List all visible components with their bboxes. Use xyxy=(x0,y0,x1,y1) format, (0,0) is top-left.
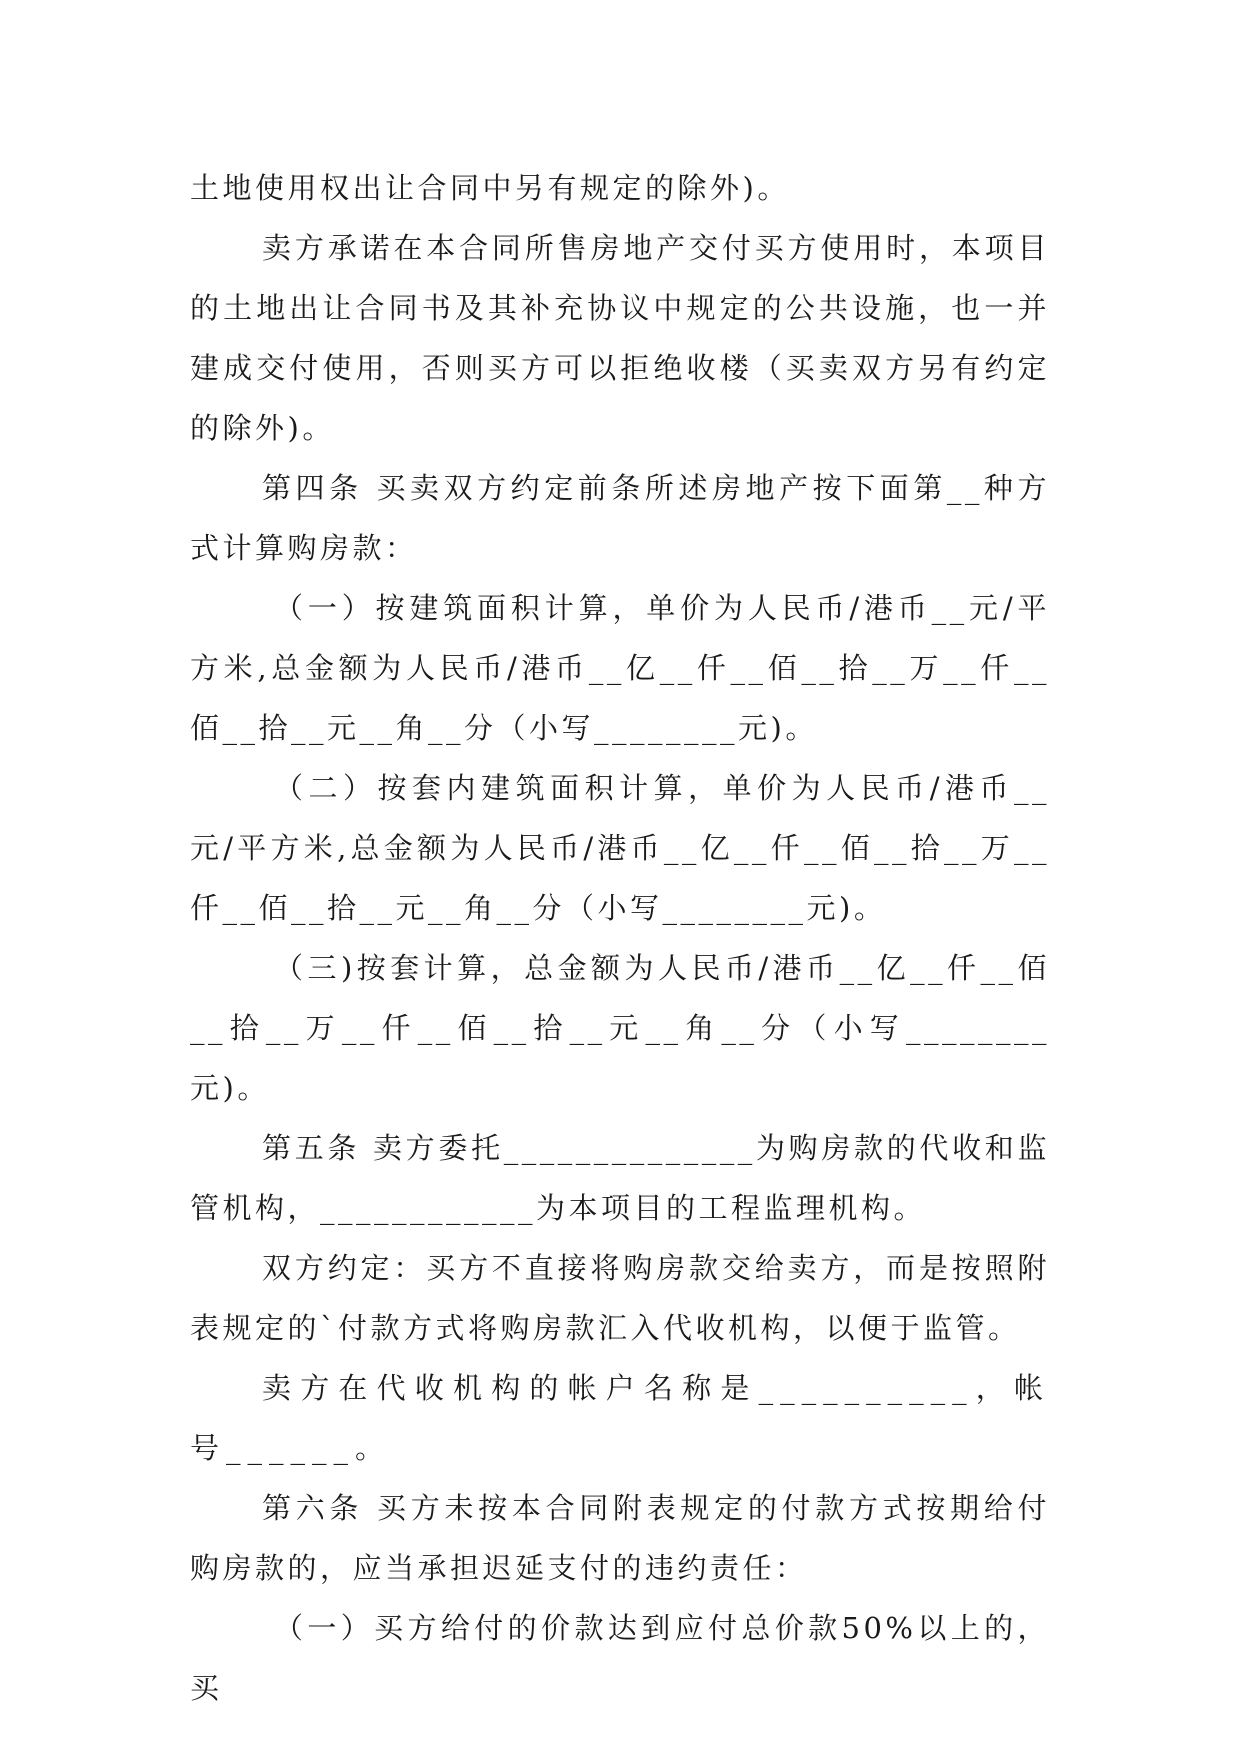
paragraph-article-6-item-1: （一）买方给付的价款达到应付总价款50%以上的，买 xyxy=(190,1611,1050,1705)
paragraph-continuation: 土地使用权出让合同中另有规定的除外)。 xyxy=(190,171,790,205)
paragraph-seller-commitment: 卖方承诺在本合同所售房地产交付买方使用时，本项目的土地出让合同书及其补充协议中规定的公共设施，也一并建成交付使用，否则买方可以拒绝收楼（买卖双方另有约定的除外)。 xyxy=(190,231,1050,445)
document-body xyxy=(190,158,1050,1718)
paragraph-account-info: 卖方在代收机构的帐户名称是__________，帐号______。 xyxy=(190,1371,1050,1465)
paragraph-article-6: 第六条 买方未按本合同附表规定的付款方式按期给付购房款的，应当承担迟延支付的违约责任： xyxy=(190,1491,1050,1585)
paragraph-option-2: （二）按套内建筑面积计算，单价为人民币/港币__元/平方米,总金额为人民币/港币__亿__仟__佰__拾__万__仟__佰__拾__元__角__分（小写________元)。 xyxy=(190,771,1050,925)
paragraph-article-5: 第五条 卖方委托______________为购房款的代收和监管机构，____________为本项目的工程监理机构。 xyxy=(190,1131,1050,1225)
paragraph-option-3: （三)按套计算，总金额为人民币/港币__亿__仟__佰__拾__万__仟__佰__拾__元__角__分（小写________元)。 xyxy=(190,951,1050,1105)
paragraph-article-4: 第四条 买卖双方约定前条所述房地产按下面第__种方式计算购房款： xyxy=(190,471,1050,565)
paragraph-agreement: 双方约定：买方不直接将购房款交给卖方，而是按照附表规定的`付款方式将购房款汇入代收机构，以便于监管。 xyxy=(190,1251,1050,1345)
paragraph-option-1: （一）按建筑面积计算，单价为人民币/港币__元/平方米,总金额为人民币/港币__亿__仟__佰__拾__万__仟__佰__拾__元__角__分（小写________元)。 xyxy=(190,591,1050,745)
